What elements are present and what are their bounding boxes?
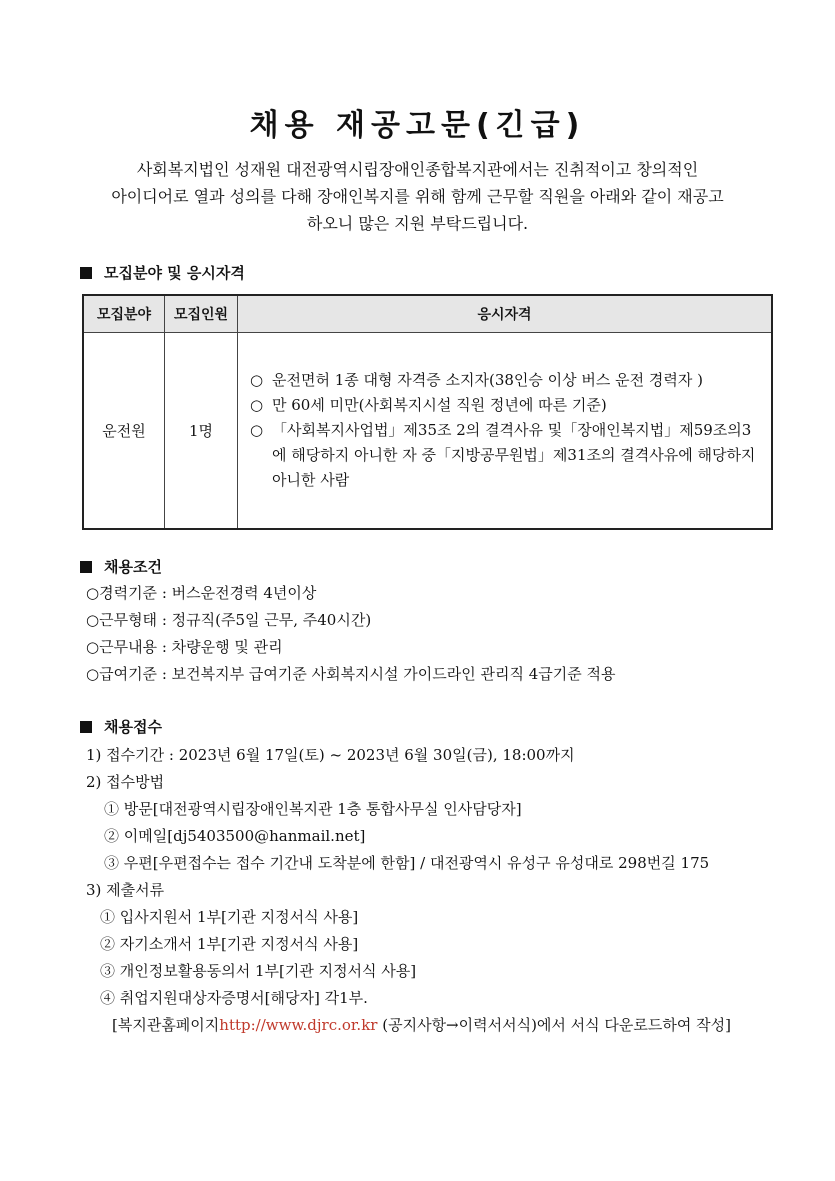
circle-bullet-icon: ○ [250, 371, 264, 389]
field-cell: 운전원 [83, 333, 165, 530]
section-heading-recruitment: 모집분야 및 응시자격 [80, 262, 245, 283]
circle-bullet-icon: ○ [250, 396, 264, 414]
section-heading-application: 채용접수 [80, 716, 162, 737]
intro-line: 아이디어로 열과 성의를 다해 장애인복지를 위해 함께 근무할 직원을 아래와 같이 재공고 [111, 187, 724, 206]
method-title: 2) 접수방법 [86, 773, 165, 791]
square-bullet-icon [80, 721, 92, 733]
conditions-list [86, 580, 616, 688]
table-header-row [83, 295, 772, 333]
requirement-item: ○ 만 60세 미만(사회복지시설 직원 정년에 따른 기준) [250, 393, 763, 418]
list-item: ④ 취업지원대상자증명서[해당자] 각1부. [100, 989, 368, 1007]
intro-line: 사회복지법인 성재원 대전광역시립장애인종합복지관에서는 진취적이고 창의적인 [136, 160, 699, 179]
count-cell: 1명 [165, 333, 238, 530]
requirement-item: ○ 「사회복지사업법」제35조 2의 결격사유 및「장애인복지법」제59조의3에 해당하지 아니한 자 중「지방공무원법」제31조의 결격사유에 해당하지 아니한 사람 [250, 418, 763, 493]
square-bullet-icon [80, 267, 92, 279]
intro-line: 하오니 많은 지원 부탁드립니다. [306, 214, 529, 233]
list-item: ① 방문[대전광역시립장애인복지관 1층 통합사무실 인사담당자] [104, 800, 522, 818]
list-item: ① 입사지원서 1부[기관 지정서식 사용] [100, 908, 359, 926]
header-count: 모집인원 [165, 295, 238, 333]
header-field: 모집분야 [83, 295, 165, 333]
requirements-cell [238, 333, 773, 530]
application-details [86, 742, 731, 1039]
list-item: ○급여기준 : 보건복지부 급여기준 사회복지시설 가이드라인 관리직 4급기준 적용 [86, 665, 616, 683]
homepage-link[interactable]: http://www.djrc.or.kr [219, 1016, 378, 1034]
qualification-table [82, 294, 773, 530]
list-item: ○근무형태 : 정규직(주5일 근무, 주40시간) [86, 611, 372, 629]
list-item: ③ 우편[우편접수는 접수 기간내 도착분에 한함] / 대전광역시 유성구 유성대로 298번길 175 [104, 854, 710, 872]
list-item: ② 자기소개서 1부[기관 지정서식 사용] [100, 935, 359, 953]
requirement-item: ○ 운전면허 1종 대형 자격증 소지자(38인승 이상 버스 운전 경력자 ) [250, 368, 763, 393]
circle-bullet-icon: ○ [250, 421, 264, 439]
docs-title: 3) 제출서류 [86, 881, 165, 899]
list-item: ○근무내용 : 차량운행 및 관리 [86, 638, 283, 656]
application-period: 1) 접수기간 : 2023년 6월 17일(토) ~ 2023년 6월 30일(금), 18:00까지 [86, 746, 575, 764]
table-row [83, 333, 772, 530]
page-title: 채용 재공고문(긴급) [249, 108, 586, 143]
header-qualification: 응시자격 [238, 295, 773, 333]
list-item: ○경력기준 : 버스운전경력 4년이상 [86, 584, 317, 602]
list-item: ③ 개인정보활용동의서 1부[기관 지정서식 사용] [100, 962, 417, 980]
list-item: ② 이메일[dj5403500@hanmail.net] [104, 827, 366, 845]
intro-paragraph [70, 156, 765, 237]
square-bullet-icon [80, 561, 92, 573]
section-heading-conditions: 채용조건 [80, 556, 162, 577]
download-note: [복지관홈페이지http://www.djrc.or.kr (공지사항→이력서서식)에서 서식 다운로드하여 작성] [112, 1016, 731, 1034]
